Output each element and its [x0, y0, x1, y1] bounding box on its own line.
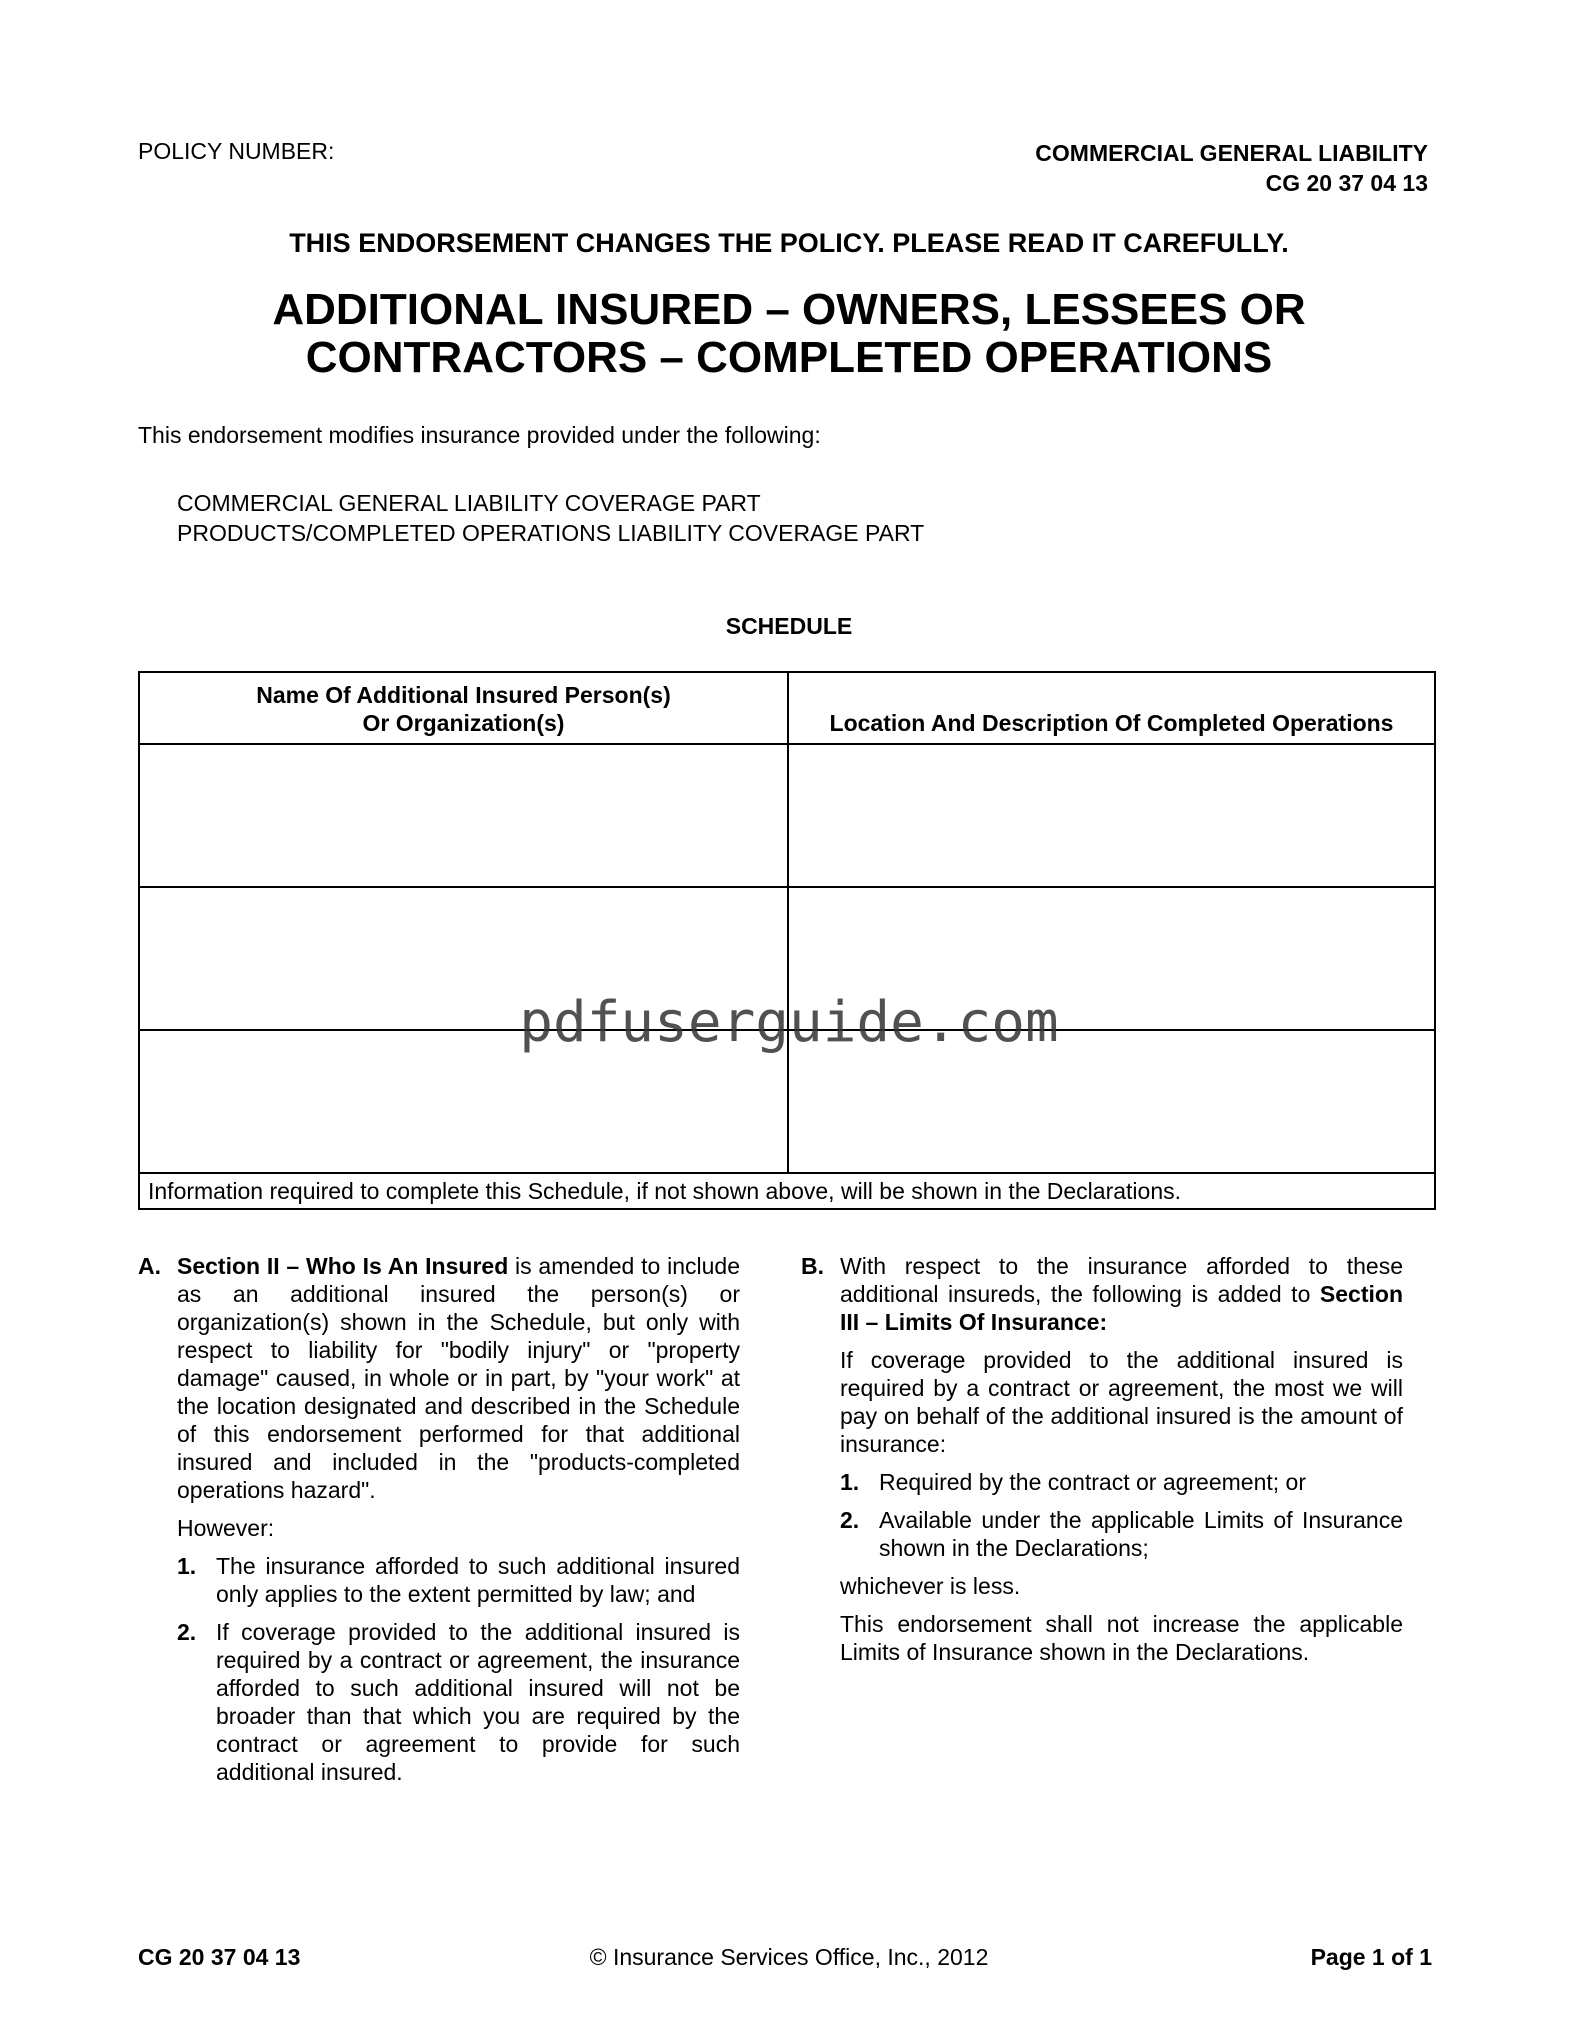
intro-text: This endorsement modifies insurance provided under the following:: [138, 422, 821, 448]
whichever-text: whichever is less.: [840, 1573, 1021, 1599]
section-b-heading: Section III – Limits Of Insurance:: [840, 1281, 1403, 1335]
schedule-cell-name[interactable]: [139, 744, 788, 887]
schedule-col-name-header: [139, 672, 788, 744]
schedule-footer-row: [139, 1173, 1435, 1209]
item-text: If coverage provided to the additional insured is required by a contract or agreement, the insurance afforded to such additional insured will not be broader than that which you are required by the contract or agreement to provide for such additional insured.: [216, 1619, 740, 1785]
schedule-header-row: [139, 672, 1435, 744]
section-b-items: [801, 1468, 1403, 1562]
item-number: 1.: [840, 1469, 860, 1495]
however-label: However:: [177, 1515, 275, 1541]
section-a-items: [138, 1552, 740, 1786]
section-a-heading: Section II – Who Is An Insured: [177, 1253, 509, 1279]
closing-text: This endorsement shall not increase the applicable Limits of Insurance shown in the Declarations.: [840, 1611, 1403, 1665]
section-letter: A.: [138, 1253, 161, 1279]
coverage-line: COMMERCIAL GENERAL LIABILITY: [1035, 140, 1428, 166]
schedule-table: [138, 671, 1436, 1210]
list-item: [177, 1618, 740, 1786]
title-line-1: ADDITIONAL INSURED – OWNERS, LESSEES OR: [272, 285, 1306, 334]
coverage-part: COMMERCIAL GENERAL LIABILITY COVERAGE PART: [177, 490, 761, 516]
schedule-cell-location[interactable]: [788, 744, 1435, 887]
form-number: CG 20 37 04 13: [1265, 170, 1428, 196]
schedule-row: [139, 744, 1435, 887]
endorsement-notice: THIS ENDORSEMENT CHANGES THE POLICY. PLEASE READ IT CAREFULLY.: [289, 228, 1289, 258]
list-item: [177, 1552, 740, 1608]
footer-form-number: CG 20 37 04 13: [138, 1944, 301, 1970]
page-title: [0, 286, 1578, 382]
item-number: 2.: [840, 1507, 860, 1533]
item-text: Required by the contract or agreement; or: [879, 1469, 1307, 1495]
list-item: [840, 1468, 1403, 1496]
section-a-column: [138, 1252, 740, 1796]
title-line-2: CONTRACTORS – COMPLETED OPERATIONS: [305, 333, 1273, 382]
watermark: pdfuserguide.com: [519, 990, 1059, 1055]
section-a: [138, 1252, 740, 1504]
coverage-parts-list: [177, 488, 924, 548]
header-line: Or Organization(s): [362, 710, 565, 736]
section-b-column: [801, 1252, 1403, 1676]
list-item: [840, 1506, 1403, 1562]
item-text: Available under the applicable Limits of Insurance shown in the Declarations;: [879, 1507, 1403, 1561]
header-line: Name Of Additional Insured Person(s): [256, 682, 671, 708]
schedule-footnote: Information required to complete this Schedule, if not shown above, will be shown in the Declarations.: [139, 1173, 1435, 1209]
section-b-paragraph: If coverage provided to the additional insured is required by a contract or agreement, the most we will pay on behalf of the additional insured is the amount of insurance:: [840, 1347, 1403, 1457]
section-b: [801, 1252, 1403, 1336]
policy-number-label: POLICY NUMBER:: [138, 138, 335, 164]
coverage-part: PRODUCTS/COMPLETED OPERATIONS LIABILITY COVERAGE PART: [177, 520, 925, 546]
item-number: 1.: [177, 1553, 197, 1579]
section-b-body: With respect to the insurance afforded to these additional insureds, the following is added to: [840, 1253, 1403, 1307]
section-a-body: is amended to include as an additional insured the person(s) or organization(s) shown in the Schedule, but only with respect to liability for "bodily injury" or "property damage" caused, in whole or in part, by "your work" at the location designated and described in the Schedule of this endorsement performed for that additional insured and included in the "products-completed operations hazard".: [177, 1253, 740, 1503]
footer-copyright: © Insurance Services Office, Inc., 2012: [589, 1944, 989, 1970]
schedule-heading: SCHEDULE: [725, 613, 853, 639]
item-text: The insurance afforded to such additional insured only applies to the extent permitted by law; and: [216, 1553, 740, 1607]
footer-page-number: Page 1 of 1: [1310, 1944, 1432, 1970]
section-letter: B.: [801, 1253, 824, 1279]
schedule-col-location-header: Location And Description Of Completed Operations: [788, 672, 1435, 744]
form-header: [1035, 138, 1428, 198]
item-number: 2.: [177, 1619, 197, 1645]
